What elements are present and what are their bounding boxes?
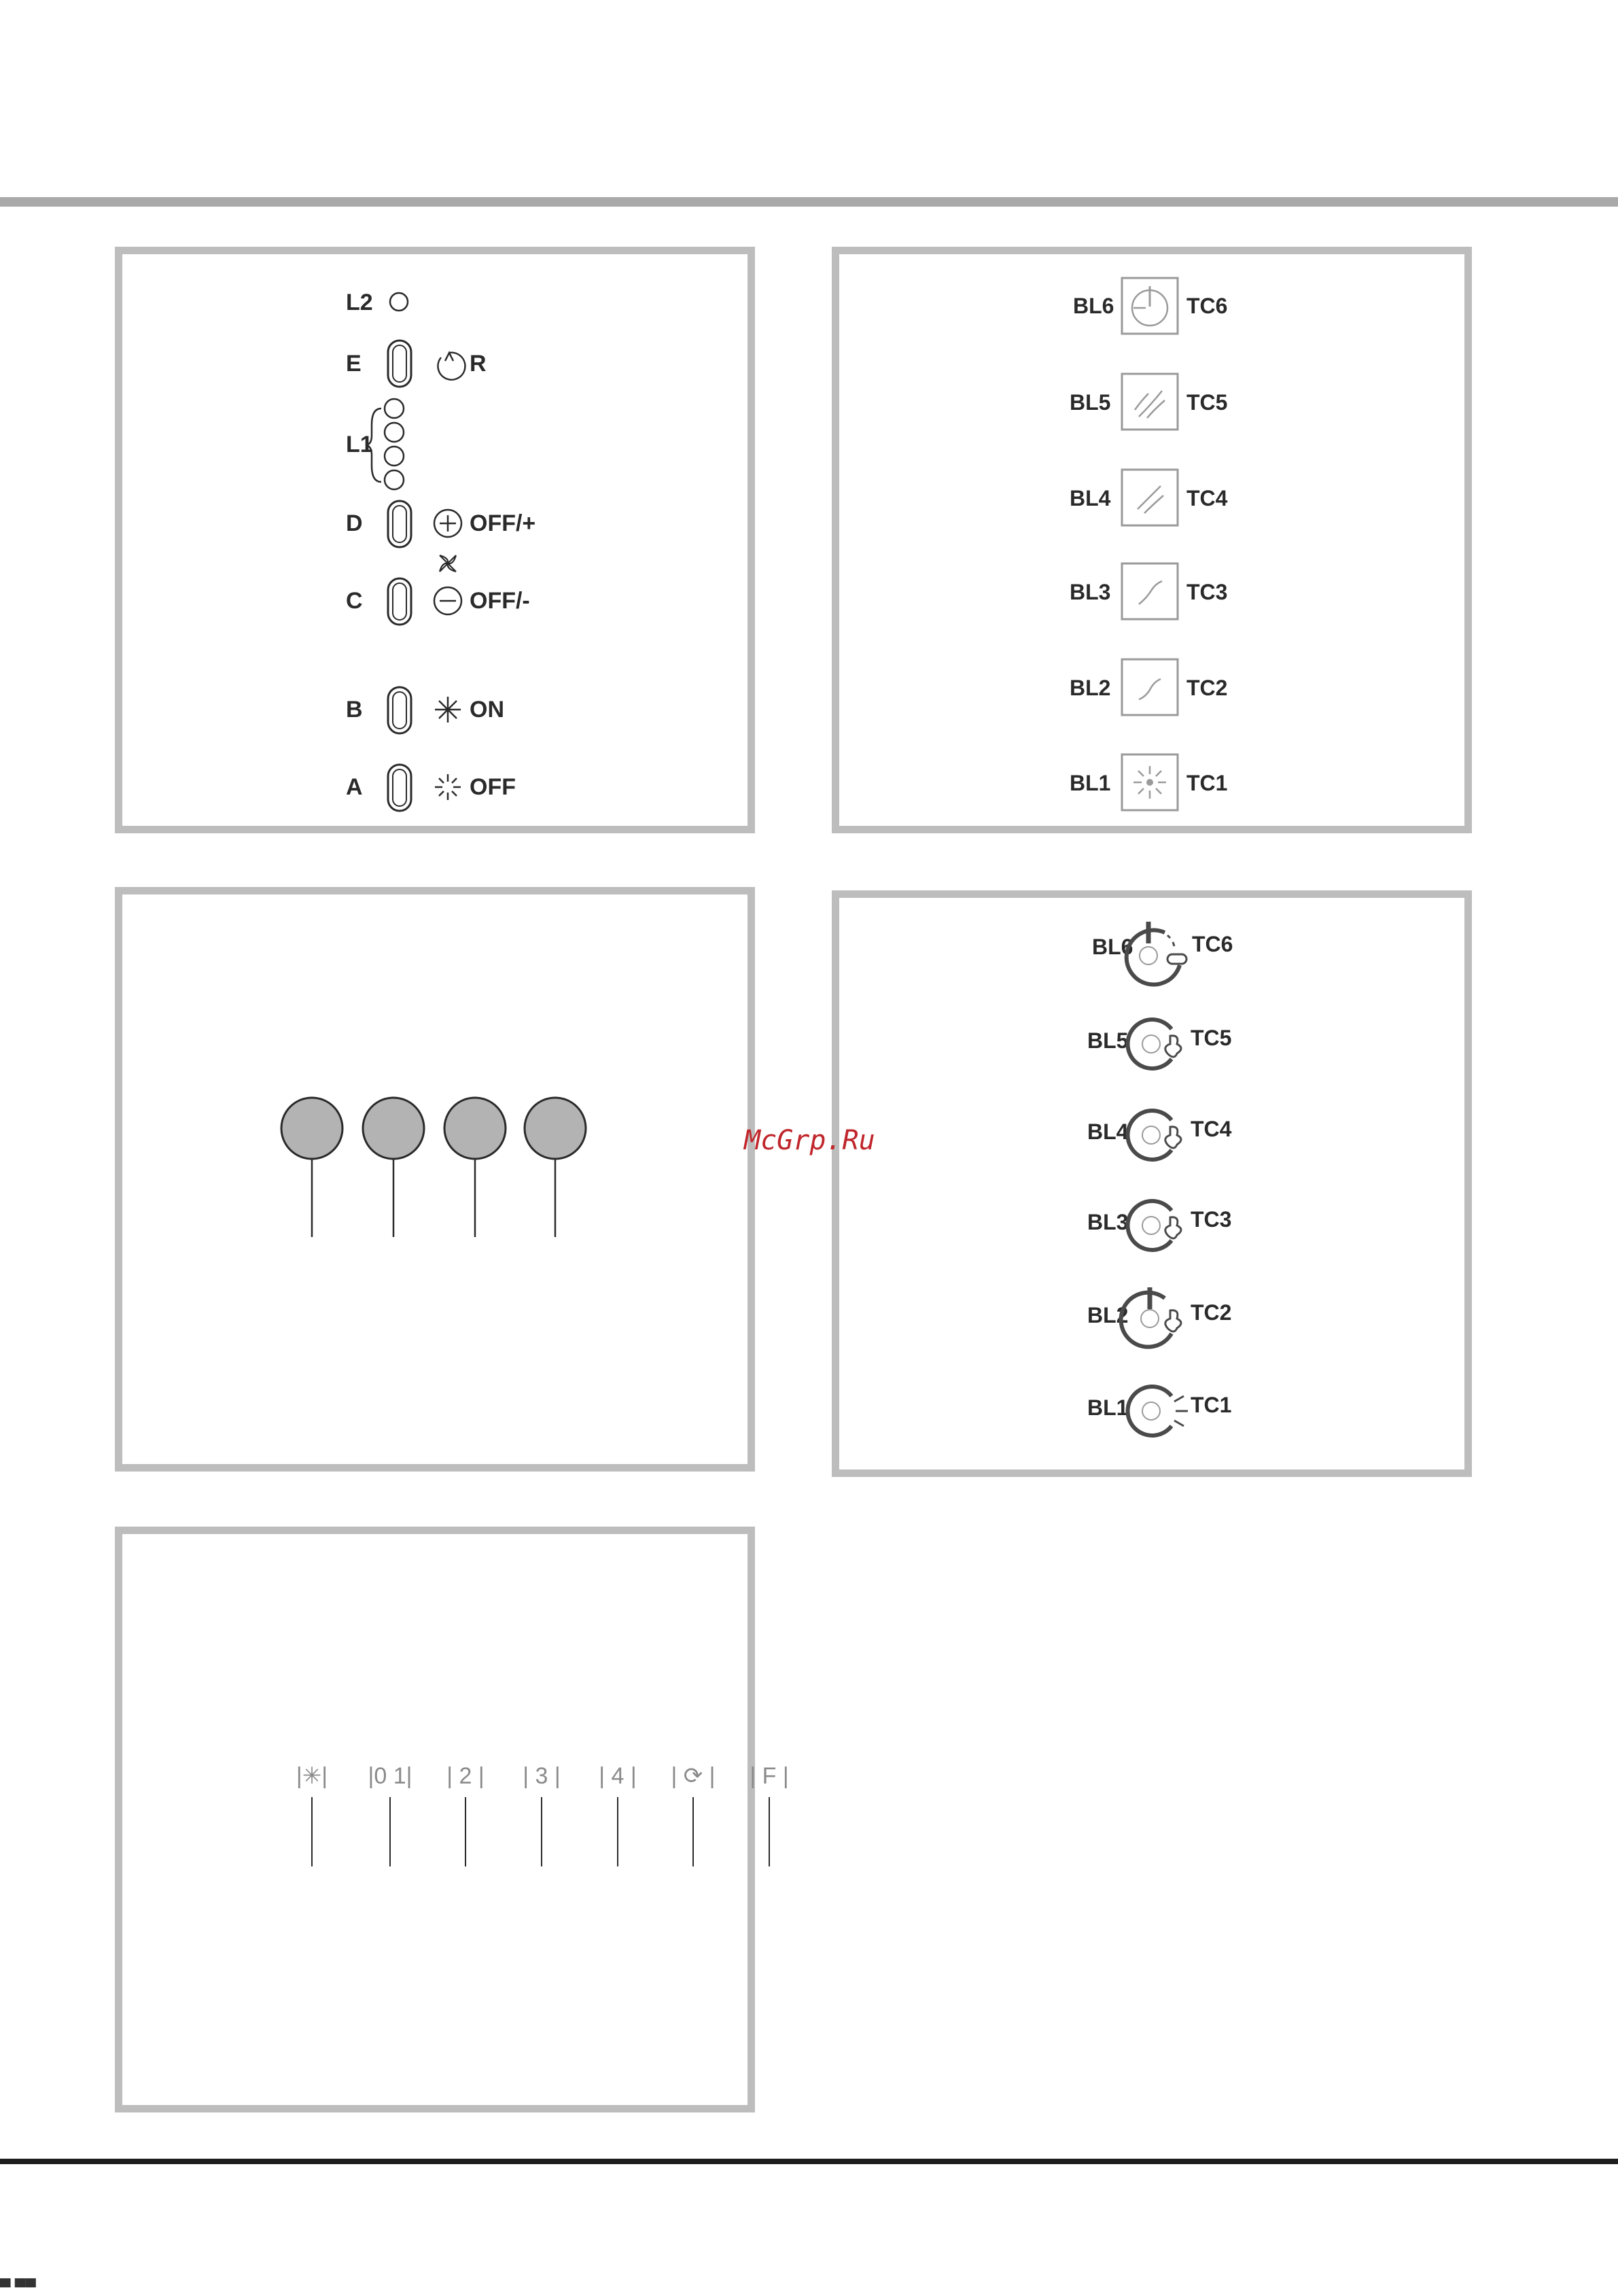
strip-key-speed-2[interactable]: | 2 | [446,1763,485,1789]
light-icon[interactable] [1128,1387,1172,1436]
label-l1: L1 [346,432,373,457]
round-key-row-6 [1092,922,1233,985]
key-row-4 [1070,470,1228,525]
label-e: E [346,351,362,377]
button-d-inner [393,506,406,542]
round-key-row-5 [1087,1020,1231,1068]
label-a-action: OFF [470,774,516,800]
indicator-l1-2 [385,423,404,442]
panel-touch-keys-round [832,890,1472,1477]
label-r-tc4: TC4 [1191,1117,1232,1141]
strip-key-timer[interactable]: | ⟳ | [671,1763,716,1789]
power-timer-icon[interactable] [1127,930,1180,985]
label-r-tc1: TC1 [1191,1393,1232,1417]
key-tc5[interactable] [1122,374,1178,430]
label-c: C [346,588,363,614]
panel-round-buttons [115,887,755,1472]
label-d-action: OFF/+ [470,510,536,536]
bottom-rule [0,2159,1618,2164]
fan-speed-icon[interactable] [1128,1020,1172,1068]
label-r-tc2: TC2 [1191,1300,1232,1325]
button-b[interactable] [388,687,411,733]
label-tc4: TC4 [1186,486,1228,510]
button-c-inner [393,583,406,620]
panel-touch-strip [115,1527,789,2112]
indicator-l1-1 [385,399,404,418]
light-on-icon [435,697,461,723]
label-tc3: TC3 [1186,580,1228,604]
strip-key-speed-3[interactable]: | 3 | [523,1763,561,1789]
label-r-bl6: BL6 [1092,935,1133,959]
label-d: D [346,510,363,536]
label-c-action: OFF/- [470,588,530,614]
label-tc5: TC5 [1186,390,1228,415]
label-r-tc3: TC3 [1191,1207,1232,1232]
label-a: A [346,774,363,800]
label-bl6: BL6 [1073,294,1114,318]
label-tc6: TC6 [1186,294,1228,318]
strip-key-filter[interactable]: | F | [750,1763,789,1789]
button-e-inner [393,345,406,382]
reset-arrow [445,353,453,361]
button-c[interactable] [388,578,411,625]
round-button-3[interactable] [444,1098,506,1159]
key-row-6 [1073,278,1227,334]
round-key-row-1 [1087,1387,1231,1436]
button-a-inner [393,769,406,806]
fan-speed-icon[interactable] [1128,1201,1172,1250]
plus-sign [440,515,456,532]
label-r-tc6: TC6 [1192,932,1233,956]
label-r-bl3: BL3 [1087,1210,1129,1234]
label-e-action: R [470,351,487,377]
label-b-action: ON [470,697,504,723]
power-fan-icon[interactable] [1121,1293,1172,1347]
button-a[interactable] [388,765,411,811]
key-tc2[interactable] [1122,659,1178,715]
indicator-l1-4 [385,470,404,489]
strip-key-speed-off-1[interactable]: |0 1| [368,1763,412,1789]
round-button-4[interactable] [525,1098,586,1159]
label-r-bl1: BL1 [1087,1395,1129,1420]
label-bl1: BL1 [1070,771,1111,795]
footer-mark: ▀ ▀▀ [0,2278,36,2295]
light-icon [1133,766,1166,799]
label-r-bl5: BL5 [1087,1028,1129,1053]
round-key-row-3 [1087,1201,1231,1250]
strip-key-light[interactable]: |✳| [296,1763,328,1789]
round-key-row-2 [1087,1287,1231,1347]
label-tc1: TC1 [1186,771,1228,795]
key-row-3 [1070,563,1227,619]
round-key-row-4 [1087,1111,1232,1160]
label-bl4: BL4 [1070,486,1111,510]
key-row-5 [1070,374,1227,430]
indicator-l1-3 [385,447,404,466]
label-b: B [346,697,363,723]
top-rule [0,197,1618,207]
label-r-bl2: BL2 [1087,1303,1129,1327]
panel-touch-keys-square [832,247,1472,833]
button-e[interactable] [388,341,411,387]
watermark[interactable]: McGrp.Ru [744,1125,875,1156]
fan-speed-icon[interactable] [1128,1111,1172,1160]
label-tc2: TC2 [1186,676,1228,700]
round-button-1[interactable] [281,1098,342,1159]
button-b-inner [393,692,406,729]
light-off-icon [435,774,461,800]
key-row-2 [1070,659,1227,715]
label-l2: L2 [346,290,373,315]
label-bl3: BL3 [1070,580,1111,604]
key-row-1 [1070,754,1227,810]
label-bl2: BL2 [1070,676,1111,700]
strip-key-speed-4[interactable]: | 4 | [599,1763,637,1789]
label-r-tc5: TC5 [1191,1026,1232,1050]
round-button-2[interactable] [363,1098,424,1159]
panel-control-buttons [115,247,755,833]
l1-brace [366,408,381,482]
button-d[interactable] [388,501,411,547]
label-bl5: BL5 [1070,390,1111,415]
indicator-l2 [390,293,408,311]
fan-icon [440,555,456,572]
label-r-bl4: BL4 [1087,1119,1129,1144]
